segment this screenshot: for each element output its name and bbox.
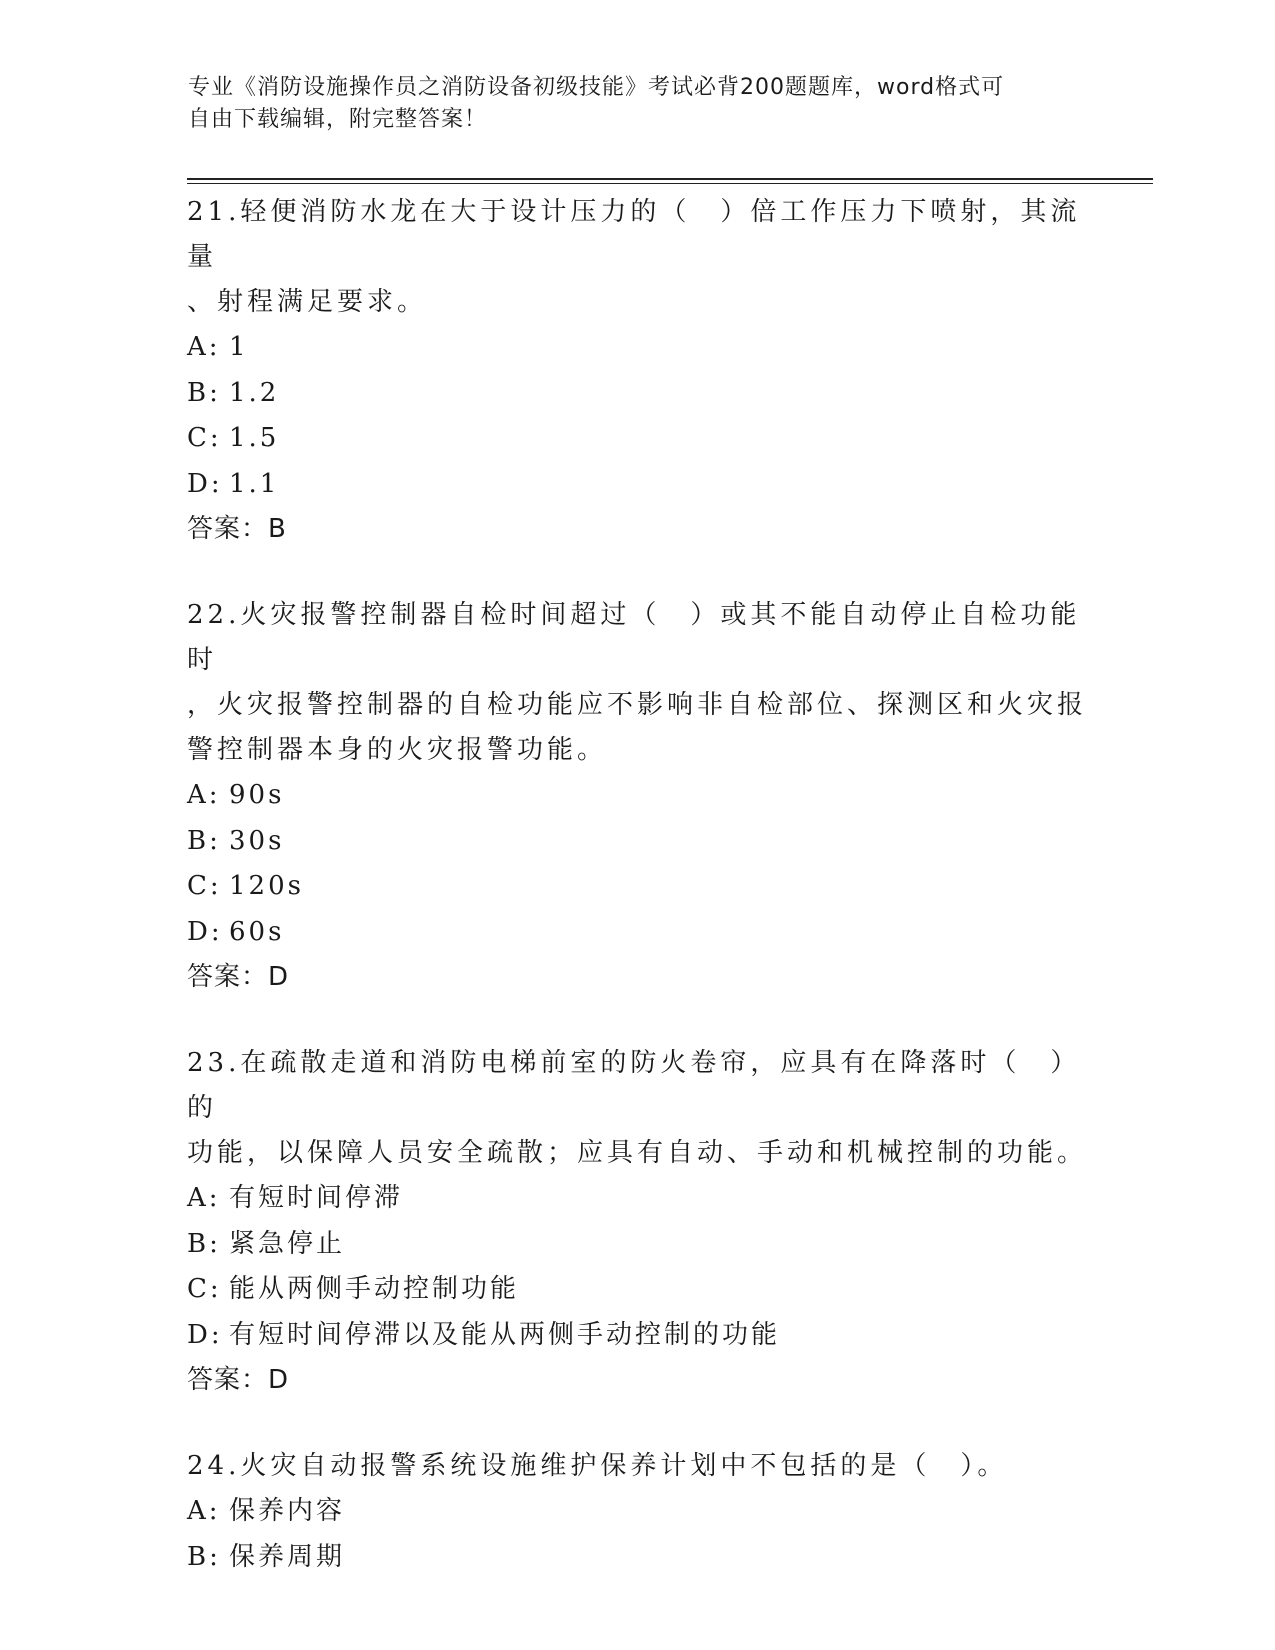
header-title-line-1: 专业《消防设施操作员之消防设备初级技能》考试必背200题题库，word格式可 (188, 75, 1005, 100)
question-text-line: 23.在疏散走道和消防电梯前室的防火卷帘，应具有在降落时（ ）的 (187, 1048, 1081, 1123)
option-key: B: (187, 1541, 221, 1572)
option-text: 60s (229, 916, 285, 947)
option-key: B: (187, 825, 221, 856)
option-text: 有短时间停滞 (229, 1183, 404, 1213)
option-text: 能从两侧手动控制功能 (229, 1274, 520, 1304)
option-c (187, 1267, 1087, 1313)
header-divider-thick (187, 178, 1153, 180)
option-d (187, 910, 1087, 956)
option-b (187, 1222, 1087, 1268)
option-key: C: (187, 1274, 222, 1304)
option-text: 紧急停止 (229, 1228, 346, 1259)
option-key: C: (187, 871, 222, 901)
question-text-line: 24.火灾自动报警系统设施维护保养计划中不包括的是（ ）。 (187, 1451, 1008, 1481)
document-header (188, 72, 1068, 136)
option-text: 90s (229, 780, 285, 810)
question-text-line: 22.火灾报警控制器自检时间超过（ ）或其不能自动停止自检功能时 (187, 600, 1081, 675)
question-text-line: 21.轻便消防水龙在大于设计压力的（ ）倍工作压力下喷射，其流量 (187, 197, 1081, 272)
question-24 (187, 1444, 1087, 1580)
option-b (187, 1535, 1087, 1581)
option-key: D: (187, 468, 223, 499)
option-a (187, 325, 1087, 371)
question-text-line: 功能，以保障人员安全疏散；应具有自动、手动和机械控制的功能。 (187, 1138, 1088, 1168)
option-a (187, 1489, 1087, 1535)
question-text-line: 、射程满足要求。 (187, 287, 428, 317)
option-text: 有短时间停滞以及能从两侧手动控制的功能 (229, 1319, 781, 1350)
option-key: A: (187, 1496, 221, 1526)
option-a (187, 1176, 1087, 1222)
question-list (187, 190, 1087, 1580)
option-a (187, 773, 1087, 819)
header-divider-thin (187, 183, 1153, 184)
question-23 (187, 1041, 1087, 1402)
option-d (187, 1313, 1087, 1359)
option-text: 保养周期 (229, 1541, 346, 1572)
option-c (187, 864, 1087, 910)
option-b (187, 819, 1087, 865)
option-key: C: (187, 423, 222, 453)
header-title-line-2: 自由下载编辑，附完整答案！ (188, 107, 488, 132)
option-key: A: (187, 1183, 221, 1213)
option-key: B: (187, 1228, 221, 1259)
question-text-line: 警控制器本身的火灾报警功能。 (187, 735, 608, 765)
option-key: D: (187, 1319, 223, 1350)
option-key: A: (187, 332, 221, 362)
option-b (187, 371, 1087, 417)
answer-label: 答案：D (187, 1365, 290, 1395)
option-text: 120s (229, 871, 304, 901)
option-text: 30s (229, 825, 285, 856)
answer-label: 答案：D (187, 962, 290, 992)
option-text: 1.2 (229, 377, 280, 408)
question-21 (187, 190, 1087, 551)
option-text: 1.5 (229, 423, 280, 453)
option-key: A: (187, 780, 221, 810)
option-key: B: (187, 377, 221, 408)
option-text: 1.1 (229, 468, 280, 499)
question-text-line: ，火灾报警控制器的自检功能应不影响非自检部位、探测区和火灾报 (187, 690, 1088, 720)
option-c (187, 416, 1087, 462)
option-text: 1 (229, 332, 249, 362)
option-d (187, 462, 1087, 508)
option-key: D: (187, 916, 223, 947)
question-22 (187, 593, 1087, 999)
answer-label: 答案：B (187, 514, 287, 544)
option-text: 保养内容 (229, 1496, 346, 1526)
